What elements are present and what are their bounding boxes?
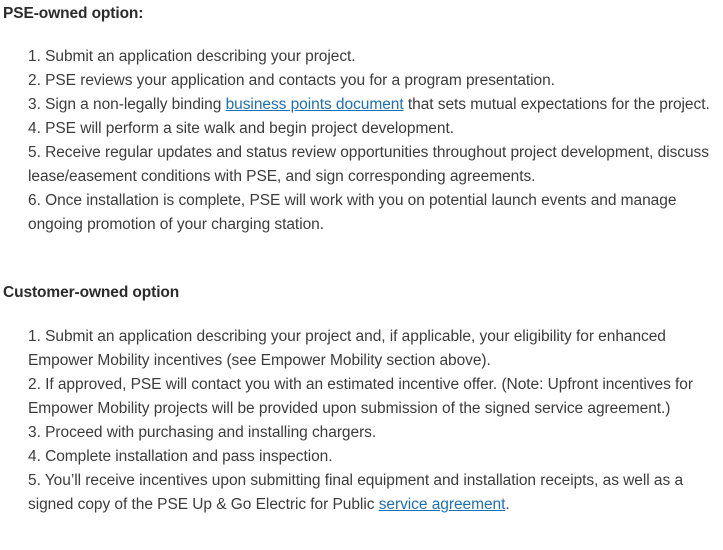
business-points-document-link[interactable]: business points document <box>225 96 404 113</box>
item-text: If approved, PSE will contact you with an estimated incentive offer. (Note: Upfront incentives for Empower Mobility projects will be provided upon submission of the signed service agreement.) <box>28 376 693 417</box>
list-item <box>28 93 718 117</box>
section-heading-pse-owned: PSE-owned option: <box>3 5 144 22</box>
item-number: 5. <box>28 144 41 161</box>
item-text: Complete installation and pass inspection. <box>45 448 333 465</box>
item-text: Sign a non-legally binding <box>45 96 226 113</box>
item-text: Receive regular updates and status review opportunities throughout project development, discuss lease/easement conditions with PSE, and sign corresponding agreements. <box>28 144 709 185</box>
list-item <box>28 445 718 469</box>
item-text: PSE reviews your application and contacts you for a program presentation. <box>45 72 555 89</box>
item-number: 5. <box>28 472 41 489</box>
item-text: Submit an application describing your project and, if applicable, your eligibility for enhanced Empower Mobility incentives (see Empower Mobility section above). <box>28 328 666 369</box>
item-number: 6. <box>28 192 41 209</box>
item-number: 4. <box>28 120 41 137</box>
section-heading-customer-owned: Customer-owned option <box>3 284 180 301</box>
list-item <box>28 117 718 141</box>
item-text: Submit an application describing your project. <box>45 48 356 65</box>
item-number: 2. <box>28 72 41 89</box>
pse-owned-steps-list <box>28 45 718 237</box>
list-item <box>28 69 718 93</box>
customer-owned-steps-list <box>28 325 718 517</box>
item-text: Once installation is complete, PSE will work with you on potential launch events and manage ongoing promotion of your charging station. <box>28 192 677 233</box>
item-number: 3. <box>28 96 41 113</box>
item-number: 3. <box>28 424 41 441</box>
item-number: 4. <box>28 448 41 465</box>
item-number: 2. <box>28 376 41 393</box>
item-text: PSE will perform a site walk and begin project development. <box>45 120 454 137</box>
item-text: . <box>505 496 510 513</box>
item-number: 1. <box>28 328 41 345</box>
service-agreement-link[interactable]: service agreement <box>378 496 506 513</box>
item-text: You’ll receive incentives upon submitting final equipment and installation receipts, as well as a signed copy of the PSE Up & Go Electric for Public <box>28 472 684 513</box>
list-item <box>28 421 718 445</box>
list-item <box>28 325 718 373</box>
list-item <box>28 373 718 421</box>
list-item <box>28 45 718 69</box>
list-item <box>28 469 718 517</box>
list-item <box>28 141 718 189</box>
item-text: that sets mutual expectations for the project. <box>403 96 710 113</box>
list-item <box>28 189 718 237</box>
item-number: 1. <box>28 48 41 65</box>
item-text: Proceed with purchasing and installing chargers. <box>45 424 377 441</box>
